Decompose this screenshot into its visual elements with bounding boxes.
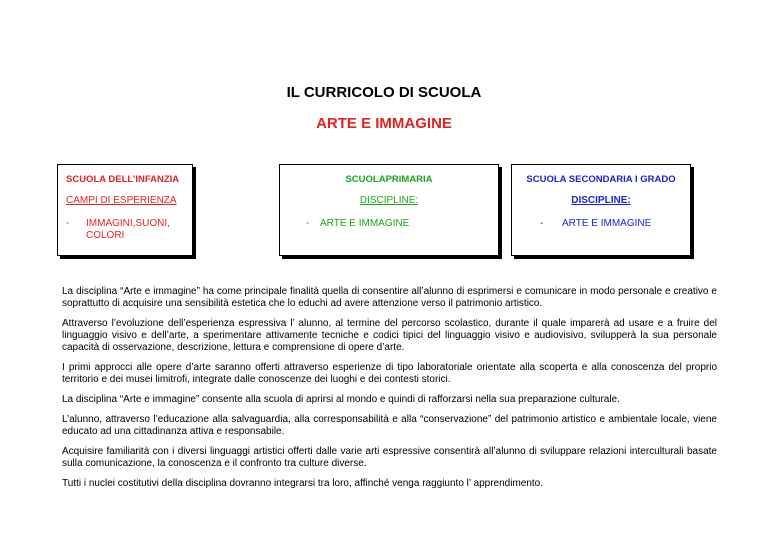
list-item bbox=[58, 218, 192, 242]
paragraph: Acquisire familiarità con i diversi linguaggi artistici offerti dalle varie arti espressive consentirà all’alunno di sviluppare relazioni interculturali basate sulla comunicazione, la conoscenza e il confronto tra culture diverse. bbox=[62, 446, 717, 469]
box-header: SCUOLAPRIMARIA bbox=[345, 174, 433, 185]
box-scuola-infanzia bbox=[57, 164, 193, 256]
list-item-text: ARTE E IMMAGINE bbox=[562, 218, 652, 229]
list-marker: - bbox=[66, 218, 70, 229]
list-item-text: IMMAGINI,SUONI, COLORI bbox=[86, 218, 170, 241]
paragraph: I primi approcci alle opere d’arte saranno offerti attraverso esperienze di tipo laboratoriale orientate alla scoperta e alla conoscenza del proprio territorio e dei musei limitrofi, integrate dalle conoscenze dei luoghi e dei contesti storici. bbox=[62, 362, 717, 385]
box-list bbox=[58, 218, 192, 242]
box-subheading: CAMPI DI ESPERIENZA bbox=[66, 195, 177, 206]
document-title: IL CURRICOLO DI SCUOLA bbox=[286, 84, 482, 101]
paragraph: L’alunno, attraverso l’educazione alla salvaguardia, alla corresponsabilità e alla “conservazione” del patrimonio artistico e ambientale locale, viene educato ad una cittadinanza attiva e responsabile. bbox=[62, 414, 717, 437]
box-header: SCUOLA DELL’INFANZIA bbox=[66, 174, 180, 185]
box-subheading: DISCIPLINE: bbox=[571, 195, 631, 206]
list-marker: - bbox=[306, 218, 310, 229]
box-list bbox=[512, 218, 690, 230]
list-marker: - bbox=[540, 218, 544, 229]
paragraph: Tutti i nuclei costitutivi della disciplina dovranno integrarsi tra loro, affinché venga raggiunto l’ apprendimento. bbox=[62, 478, 544, 489]
box-subheading: DISCIPLINE: bbox=[359, 195, 419, 206]
list-item bbox=[512, 218, 690, 230]
list-item bbox=[280, 218, 498, 230]
box-list bbox=[280, 218, 498, 230]
box-header: SCUOLA SECONDARIA I GRADO bbox=[526, 174, 676, 185]
list-item-text: ARTE E IMMAGINE bbox=[320, 218, 410, 229]
box-scuola-secondaria bbox=[511, 164, 691, 256]
box-scuola-primaria bbox=[279, 164, 499, 256]
document-subtitle: ARTE E IMMAGINE bbox=[316, 115, 452, 132]
paragraph: Attraverso l’evoluzione dell’esperienza espressiva l’ alunno, al termine del percorso scolastico, durante il quale imparerà ad usare e a fruire del linguaggio visivo e dell’arte, a sperimentare attivamente tecniche e codici tipici del linguaggio visivo e audiovisivo, svilupperà la sua personale capacità di osservazione, descrizione, lettura e comprensione di opere d’arte. bbox=[62, 318, 717, 353]
body-text bbox=[62, 286, 717, 498]
paragraph: La disciplina “Arte e immagine” ha come principale finalità quella di consentire all’alunno di esprimersi e comunicare in modo personale e creativo e soprattutto di acquisire una sensibilità estetica che lo educhi ad avere attenzione verso il patrimonio artistico. bbox=[62, 286, 717, 309]
paragraph: La disciplina “Arte e immagine” consente alla scuola di aprirsi al mondo e quindi di rafforzarsi nella sua preparazione culturale. bbox=[62, 394, 620, 405]
